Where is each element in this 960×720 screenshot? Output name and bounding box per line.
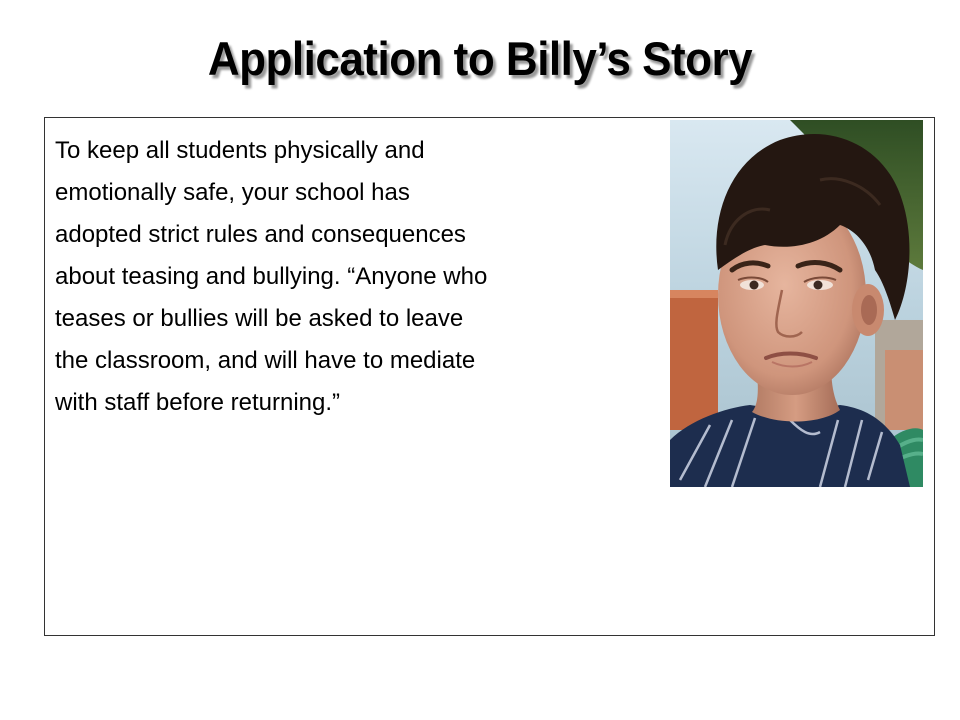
body-text: To keep all students physically and emotionally safe, your school has adopted strict rules and consequences about teasing and bullying. “Anyone who teases or bullies will be asked to leave the classroom, and will have to mediate with staff before returning.” [55, 137, 488, 416]
boy-portrait-photo [670, 120, 923, 487]
brick-pillar [670, 290, 718, 430]
content-box [44, 117, 935, 636]
slide-title: Application to Billy’s Story [207, 33, 753, 86]
